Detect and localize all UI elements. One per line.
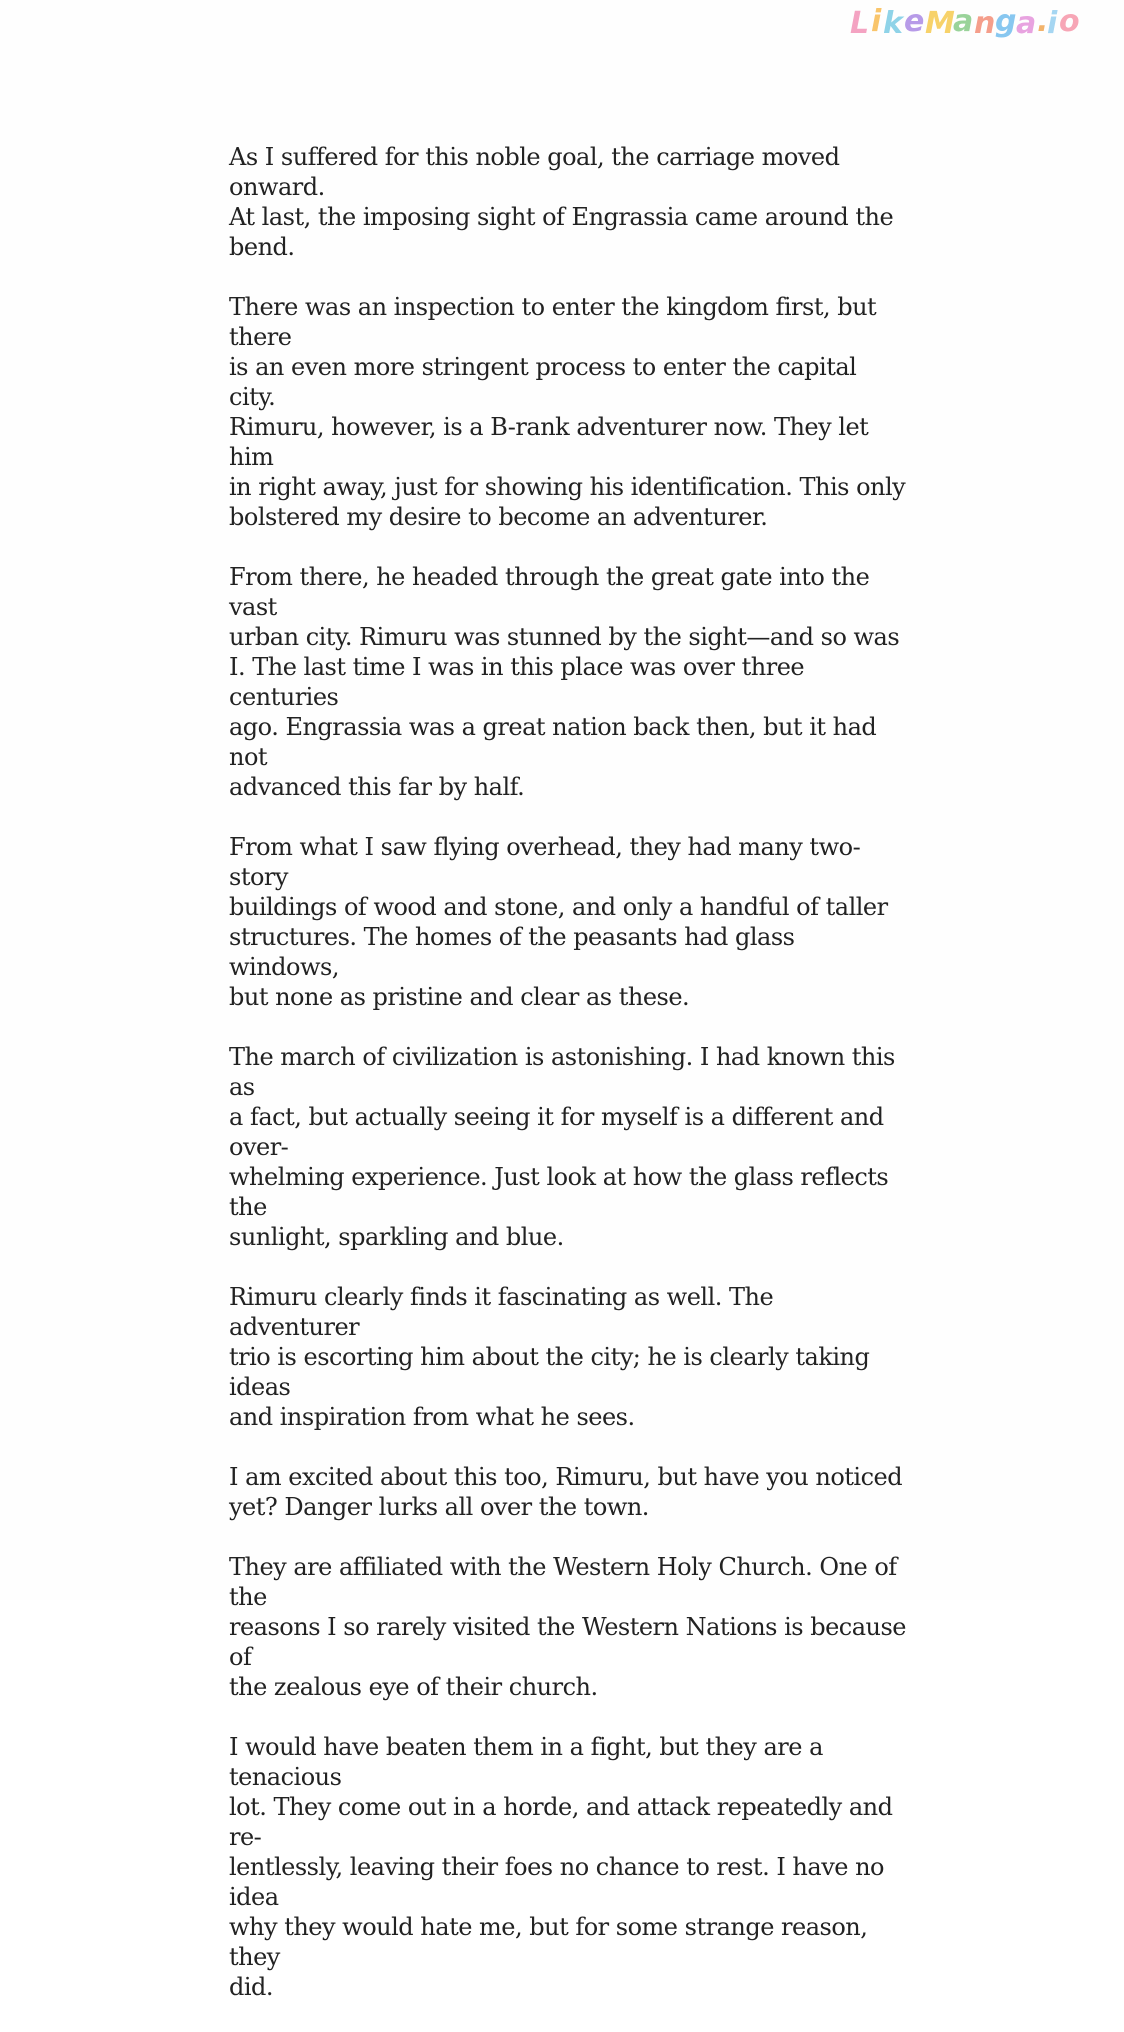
watermark-letter: k <box>883 6 903 41</box>
watermark-letter: L <box>850 6 870 41</box>
watermark-letter: o <box>1059 4 1080 39</box>
watermark-letter: n <box>974 6 996 41</box>
watermark-letter: M <box>925 6 955 41</box>
document-body <box>229 142 909 2032</box>
watermark-letter: i <box>871 4 882 39</box>
watermark-letter: . <box>1037 4 1049 39</box>
paragraph: Rimuru clearly finds it fascinating as well. The adventurer trio is escorting him about the city; he is clearly taking ideas and inspiration from what he sees. <box>229 1283 870 1431</box>
paragraph: From there, he headed through the great gate into the vast urban city. Rimuru was stunned by the sight—and so was I. The last time I was in this place was over three centuries ago. Engrassia was a great nation back then, but it had not advanced this far by half. <box>229 563 900 801</box>
paragraph: They are affiliated with the Western Holy Church. One of the reasons I so rarely visited the Western Nations is because of the zealous eye of their church. <box>229 1553 907 1701</box>
paragraph: As I suffered for this noble goal, the carriage moved onward. At last, the imposing sight of Engrassia came around the bend. <box>229 143 894 261</box>
paragraph: The march of civilization is astonishing. I had known this as a fact, but actually seeing it for myself is a different and over- whelming experience. Just look at how the glass reflects the sunlight, sparkling and blue. <box>229 1043 895 1251</box>
watermark-letter: a <box>953 4 974 39</box>
site-watermark-logo <box>846 2 1116 42</box>
paragraph: I am excited about this too, Rimuru, but have you noticed yet? Danger lurks all over the town. <box>229 1463 903 1521</box>
paragraph: There was an inspection to enter the kingdom first, but there is an even more stringent process to enter the capital city. Rimuru, however, is a B-rank adventurer now. They let him in right away, just for showing his identification. This only bolstered my desire to become an adventurer. <box>229 293 906 531</box>
paragraph: From what I saw flying overhead, they had many two-story buildings of wood and stone, and only a handful of taller structures. The homes of the peasants had glass windows, but none as pristine and clear as these. <box>229 833 888 1011</box>
watermark-letter: i <box>1047 6 1058 41</box>
paragraph: I would have beaten them in a fight, but they are a tenacious lot. They come out in a horde, and attack repeatedly and re- lentlessly, leaving their foes no chance to rest. I have no idea why they would hate me, but for some strange reason, they did. <box>229 1733 893 2001</box>
watermark-logo-graphic <box>846 2 1116 42</box>
watermark-letter: g <box>995 4 1017 39</box>
watermark-letter: e <box>904 4 925 39</box>
watermark-letter: a <box>1016 6 1037 41</box>
